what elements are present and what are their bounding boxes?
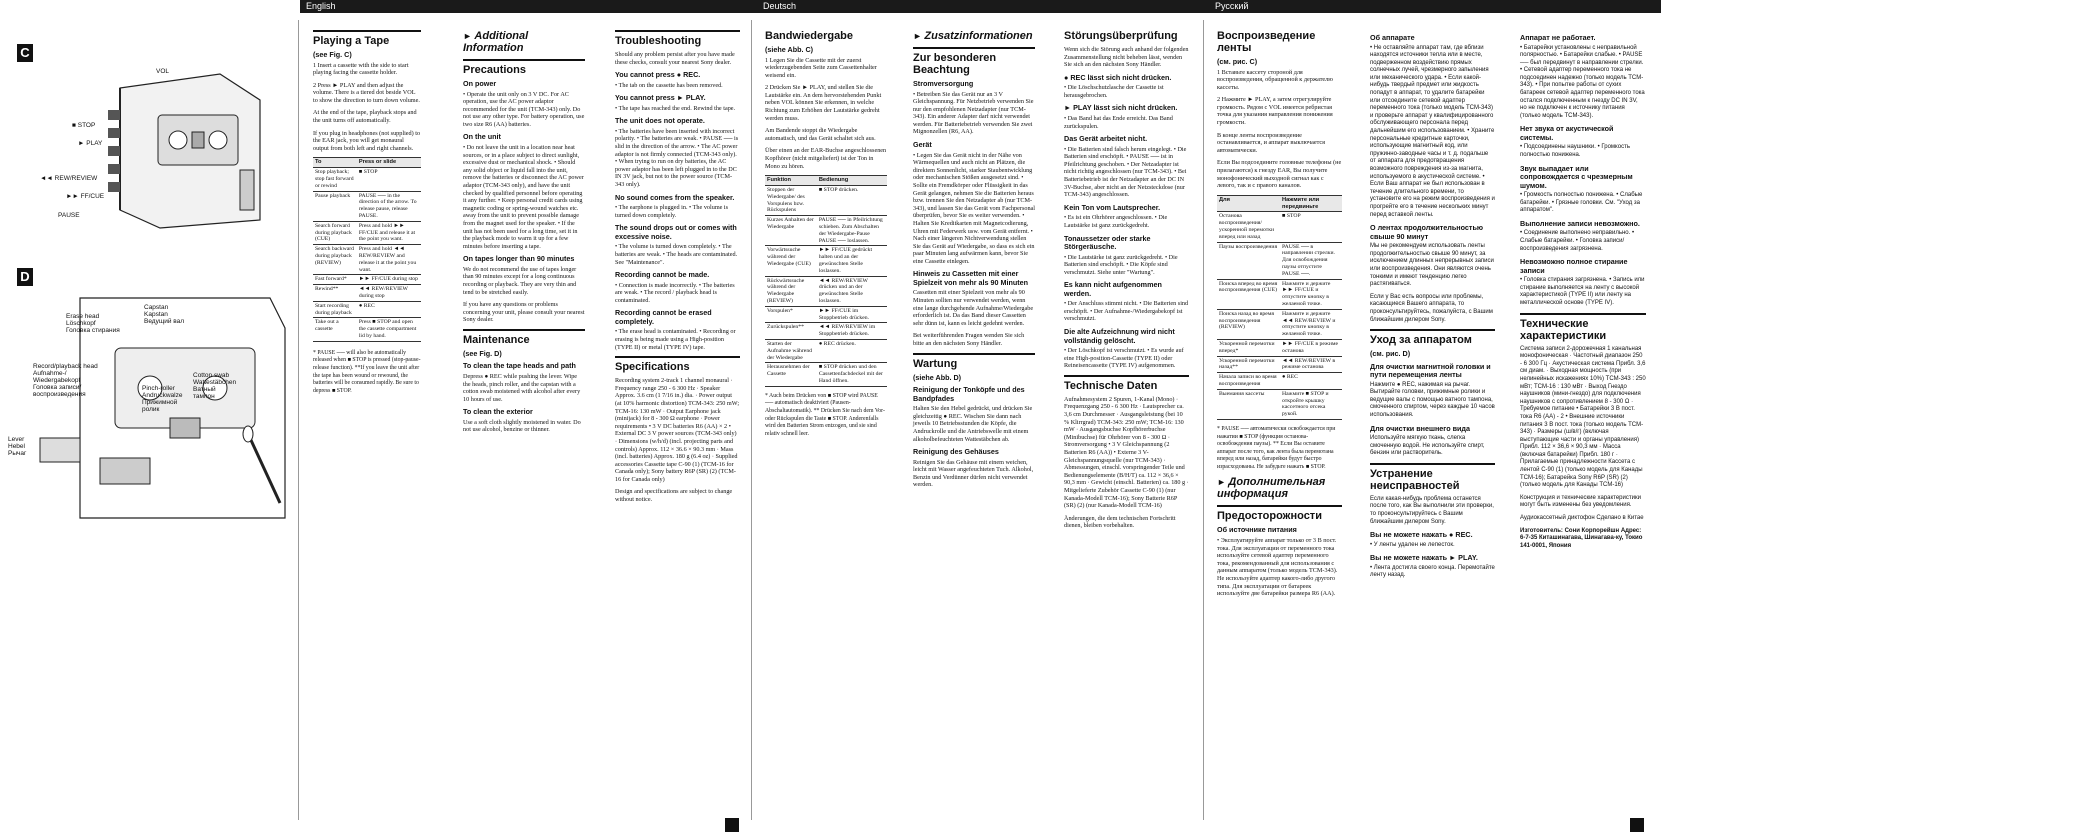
table-row: Search backward during playback (REVIEW) Press and hold ◄◄ REW/REVIEW and release it at the point you want. xyxy=(313,245,421,275)
ru-on-unit-text: • Не оставляйте аппарат там, где вблизи находятся источники тепла или в месте, подверженном воздействию прямых солнечных лучей, чрезмерного запыления или механического удара. • Если какой-нибудь твердый предмет или жидкость попадут в аппарат, то удалите батарейки или отсоедините сетевой адаптер переменного тока (только модель TCM-343) и проверьте аппарат у квалифицированного обслуживающего персонала перед дальнейшим его использованием. • Храните персональные кредитные карточки, использующие магнитный код, или пружинно-заводные часы и т. д. подальше от аппарата для предотвращения возможного повреждения из-за магнита, используемого в акустической системе. • Если Ваш аппарат не был использован в течение длительного времени, то установите его на режим воспроизведения и прогрейте его в течение нескольких минут перед вставкой ленты. xyxy=(1370,44,1495,218)
en-trouble-4-text: • The earphone is plugged in. • The volume is turned down completely. xyxy=(615,204,729,219)
ru-play-step-2: 2 Нажмите ► PLAY, а затем отрегулируйте громкость. Рядом с VOL имеется ребристая точка для указания направления понижения громкости. xyxy=(1217,96,1333,127)
en-maintenance-see: (see Fig. D) xyxy=(463,348,502,358)
tab-russian: Русский xyxy=(1209,0,1649,13)
ru-column-1 xyxy=(1217,30,1342,603)
en-spec-footer: Design and specifications are subject to change without notice. xyxy=(615,488,733,504)
en-play-earphone: If you plug in headphones (not supplied) to the EAR jack, you will get monaural output from both left and right channels. xyxy=(313,129,421,152)
ru-trouble-intro: Если какая-нибудь проблема останется после того, как Вы выполнили эти проверки, то проконсультируйтесь с Вашим ближайшим дилером Sony. xyxy=(1370,495,1494,525)
ru-column-2 xyxy=(1370,30,1495,585)
de-maintenance-title: Wartung xyxy=(913,357,958,370)
en-operation-table: To Press or slide Stop playback; stop fast forward or rewind ■ STOP Pause playback PAUSE ── in the direction of the arrow. To release pause, release PAUSE. Search forward during playback (CUE) Press and hold ►► FF/CUE and release it at the point you want. Search backward during playback (REVIEW) Press and hold ◄◄ REW/REVIEW and release it at the point you want. Fast forward* ►► FF/CUE during stop Rewind** ◄◄ REW/REVIEW during stop Start recording during playback ● REC Take out a cassette Press ■ STOP and open the cassette compartment lid by hand. xyxy=(313,157,421,341)
label-record-head: Record/playback head Aufnahme-/ Wiedergabekopf Головка записи/ воспроизведения xyxy=(33,363,98,398)
en-trouble-title: Troubleshooting xyxy=(615,35,702,47)
table-row: Zurückspulen** ◄◄ REW/REVIEW im Stoppbetrieb drücken. xyxy=(765,323,887,340)
table-row: Starten der Aufnahme während der Wiedergabe ● REC drücken. xyxy=(765,339,887,362)
ru-maker-title: Аудиокассетный диктофон Сделано в Китае xyxy=(1520,515,1644,522)
de-trouble-4-text: • Es ist ein Ohrhörer angeschlossen. • Die Lautstärke ist ganz zurückgedreht. xyxy=(1064,214,1168,229)
table-row: Take out a cassette Press ■ STOP and open the cassette compartment lid by hand. xyxy=(313,318,421,341)
table-row: Останова воспроизведения/ ускоренной перемотки вперед или назад ■ STOP xyxy=(1217,212,1342,242)
en-spec-title: Specifications xyxy=(615,361,690,374)
de-spec-title: Technische Daten xyxy=(1064,379,1158,392)
de-on-unit-text: • Legen Sie das Gerät nicht in der Nähe von Wärmequellen und auch nicht an Plätzen, die direktem Sonnenlicht, starker Staubentwicklung oder mechanischen Stößen ausgesetzt sind. • Sollte ein Fremdkörper oder Flüssigkeit in das Gerät gelangen, nehmen Sie die Batterien heraus bzw. trennen Sie den Netzadapter ab (nur TCM-343), und lassen Sie das Gerät vom Fachpersonal überprüfen, bevor Sie es weiter verwenden. • Halten Sie Kreditkarten mit Magnetcodierung, Uhren mit Federwerk usw. vom Gerät entfernt. • Nach einer längeren Nichtverwendung stellen Sie das Gerät auf Wiedergabe, so dass es sich ein paar Minuten lang aufwärmen kann, bevor Sie eine Cassette einlegen. xyxy=(913,151,1036,265)
ru-spec-text: Система записи 2-дорожечная 1 канальная монофоническая · Частотный диапазон 250 - 6 300 Гц · Акустическая система Прибл. 3,6 см диам. · Выходная мощность (при нелинейных искажениях 10%) TCM-343 : 250 мВт; TCM-16 : 130 мВт · Выход Гнездо наушников (мини-гнездо) для подключения наушников с сопротивлением 8 - 300 Ω · Требуемое питание • Батарейки 3 В пост. тока R6 (AA) - 2 • Внешние источники питания 3 В пост. тока (только модель TCM-343) · Размеры (ш/в/г) (включая выступающие части и органы управления) Прибл. 112 × 36,6 × 90,3 мм · Масса (включая батарейки) Прибл. 180 г · Прилагаемые принадлежности Кассета с лентой C-90 (1) (только модель для Канады TCM-16); Батарейка Sony R6P (SR) (2) (только модель для Канады TCM-16) xyxy=(1520,345,1646,489)
en-play-title: Playing a Tape xyxy=(313,35,390,47)
ru-maker-text: Изготовитель: Сони Корпорейшн Адрес: 6-7-35 Киташинагава, Шинагава-ку, Токио 141-0001, Япония xyxy=(1520,527,1643,549)
en-long-tape-text: We do not recommend the use of tapes longer than 90 minutes except for a long continuous recording or playback. They are very thin and tend to be stretched easily. xyxy=(463,265,577,296)
ru-play-see: (см. рис. C) xyxy=(1217,57,1258,66)
de-trouble-1-text: • Die Löschschutzlasche der Cassette ist herausgebrochen. xyxy=(1064,84,1164,99)
en-play-step-2: 2 Press ► PLAY and then adjust the volume. There is a tiered dot beside VOL to show the direction to turn down volume. xyxy=(313,81,420,104)
de-column-3 xyxy=(1064,30,1189,535)
en-long-tape-text-2: If you have any questions or problems concerning your unit, please consult your nearest Sony dealer. xyxy=(463,301,585,324)
tab-marker xyxy=(745,0,757,13)
ru-trouble-1-text: • У ленты удален не лепесток. xyxy=(1370,541,1455,548)
tab-deutsch: Deutsch xyxy=(757,0,1197,13)
table-row: Rewind** ◄◄ REW/REVIEW during stop xyxy=(313,285,421,302)
en-trouble-6: Recording cannot be made. xyxy=(615,270,710,280)
de-trouble-5-text: • Die Lautstärke ist ganz zurückgedreht. • Die Batterien sind erschöpft. • Die Köpfe sind verschmutzt. Siehe unter "Wartung". xyxy=(1064,253,1178,276)
table-row: Vorwärtssuche während der Wiedergabe (CUE) ►► FF/CUE gedrückt halten und an der gewünschten Stelle loslassen. xyxy=(765,246,887,276)
table-row: Start recording during playback ● REC xyxy=(313,301,421,318)
de-column-2 xyxy=(913,30,1035,494)
de-operation-table: Funktion Bedienung Stoppen der Wiedergabe/ des Vorspulens bzw. Rückspulens ■ STOP drücken. Kurzes Anhalten der Wiedergabe PAUSE ── in Pfeilrichtung schieben. Zum Abschalten der Wiedergabe-Pause PAUSE ── loslassen. Vorwärtssuche während der Wiedergabe (CUE) ►► FF/CUE gedrückt halten und an der gewünschten Stelle loslassen. Rückwärtssuche während der Wiedergabe (REVIEW) ◄◄ REW/REVIEW drücken und an der gewünschten Stelle loslassen. Vorspulen* ►► FF/CUE im Stoppbetrieb drücken. Zurückspulen** ◄◄ REW/REVIEW im Stoppbetrieb drücken. Starten der Aufnahme während der Wiedergabe ● REC drücken. Herausnehmen der Cassette ■ STOP drücken und den Cassettenfachdeckel mit der Hand öffnen. xyxy=(765,175,887,387)
de-additional-title: ► Zusatzinformationen xyxy=(913,30,1035,42)
ru-play-title: Воспроизведение ленты xyxy=(1217,30,1316,54)
table-row: Паузы воспроизведения PAUSE ── в направлении стрелки. Для освобождения паузы отпустите PAUSE ──. xyxy=(1217,242,1342,279)
de-play-step-2: 2 Drücken Sie ► PLAY, und stellen Sie die Lautstärke ein. An dem hervorstehenden Punkt neben VOL können Sie erkennen, in welche Richtung zum Erhöhen der Lautstärke gedreht werden muss. xyxy=(765,84,882,122)
table-row: Ускоренной перемотки назад** ◄◄ REW/REVIEW в режиме останова xyxy=(1217,356,1342,373)
de-trouble-title: Störungsüberprüfung xyxy=(1064,30,1178,42)
ru-trouble-4-text: • Подсоединены наушники. • Громкость полностью понижена. xyxy=(1520,144,1630,159)
en-trouble-6-text: • Connection is made incorrectly. • The batteries are weak. • The record / playback head is contaminated. xyxy=(615,281,735,304)
en-clean-exterior: To clean the exterior xyxy=(463,407,533,417)
cassette-player-illustration xyxy=(100,70,280,230)
en-trouble-1: You cannot press ● REC. xyxy=(615,70,701,80)
de-trouble-2-text: • Das Band hat das Ende erreicht. Das Band zurückspulen. xyxy=(1064,114,1173,130)
ru-long-tape-text-2: Если у Вас есть вопросы или проблемы, касающиеся Вашего аппарата, то проконсультируйтесь, пожалуйста, с Вашим ближайшим дилером Sony. xyxy=(1370,293,1493,323)
en-column-3 xyxy=(615,30,740,509)
column-divider xyxy=(1203,20,1204,820)
ru-trouble-title: Устранение неисправностей xyxy=(1370,467,1460,492)
de-on-power: Stromversorgung xyxy=(913,79,974,88)
tab-marker xyxy=(1197,0,1209,13)
de-clean-exterior: Reinigung des Gehäuses xyxy=(913,447,999,457)
label-cotton-swab: Cotton swab Wattestäbchen Ватный тампон xyxy=(193,372,237,400)
table-row: Поиска вперед во время воспроизведения (CUE) Нажмите и держите ►► FF/CUE и отпустите кнопку в желаемой точке. xyxy=(1217,279,1342,309)
de-clean-heads-text: Halten Sie den Hebel gedrückt, und drücken Sie gleichzeitig ● REC. Wischen Sie dann nach jeweils 10 Betriebsstunden die Köpfe, die Andruckrolle und die Antriebswelle mit einem alkoholbefeuchteten Wattestäbchen ab. xyxy=(913,405,1033,443)
label-pinch-roller: Pinch-roller Andruckwalze Прижимной ролик xyxy=(142,385,183,413)
ru-trouble-6: Выполнение записи невозможно. xyxy=(1520,218,1640,228)
column-divider xyxy=(751,20,752,820)
en-clean-heads-text: Depress ● REC while pushing the lever. Wipe the heads, pinch roller, and the capstan with a cotton swab moistened with alcohol after every 10 hours of use. xyxy=(463,372,581,403)
de-table-notes: * Auch beim Drücken von ■ STOP wird PAUSE ── automatisch deaktiviert (Pausen-Abschaltautomatik). ** Drücken Sie nach dem Vor- oder Rückspulen die Taste ■ STOP. Anderenfalls wird den Batterien Strom entzogen, und sie sind relativ schnell leer. xyxy=(765,392,885,437)
ru-trouble-4: Нет звука от акустической системы. xyxy=(1520,124,1614,142)
table-row: Vorspulen* ►► FF/CUE im Stoppbetrieb drücken. xyxy=(765,306,887,323)
table-row: Kurzes Anhalten der Wiedergabe PAUSE ── in Pfeilrichtung schieben. Zum Abschalten der Wiedergabe-Pause PAUSE ── loslassen. xyxy=(765,216,887,246)
label-ff-cue: ►► FF/CUE xyxy=(66,193,105,200)
ru-precautions-title: Предосторожности xyxy=(1217,510,1322,523)
de-trouble-4: Kein Ton vom Lautsprecher. xyxy=(1064,202,1161,212)
de-play-earphone: Über einen an der EAR-Buchse angeschlossenen Kopfhörer (nicht mitgeliefert) ist der Ton in Mono zu hören. xyxy=(765,147,887,170)
de-on-power-text: • Betreiben Sie das Gerät nur an 3 V Gleichspannung. Für Netzbetrieb verwenden Sie nur den empfohlenen Netzadapter (nur TCM-343). Ein anderer Adapter darf nicht verwendet werden. Für Batteriebetrieb verwenden Sie zwei Mignonzellen (R6, AA). xyxy=(913,90,1034,136)
de-trouble-7-text: • Der Löschkopf ist verschmutzt. • Es wurde auf eine High-position-Cassette (TYPE II) oder Reineisencassette (TYPE IV) aufgenommen. xyxy=(1064,347,1184,370)
en-play-see: (see Fig. C) xyxy=(313,50,352,59)
figure-c-letter: C xyxy=(17,44,33,62)
label-rew-review: ◄◄ REW/REVIEW xyxy=(40,175,98,182)
tab-marker xyxy=(1649,0,1661,13)
ru-on-power-text: • Эксплуатируйте аппарат только от 3 В пост. тока. Для эксплуатации от переменного тока используйте сетевой адаптер переменного тока, рекомендованный для использования с данным аппаратом (только модель TCM-343). Не используйте адаптер какого-либо другого типа. Для эксплуатации от батареек используйте две батарейки размера R6 (AA). xyxy=(1217,536,1338,598)
de-trouble-6-text: • Der Anschluss stimmt nicht. • Die Batterien sind erschöpft. • Der Aufnahme-/Wiedergabekopf ist verschmutzt. xyxy=(1064,300,1189,323)
en-trouble-7-text: • The erase head is contaminated. • Recording or erasing is being made using a High-position (TYPE II) or metal (TYPE IV) tape. xyxy=(615,328,736,351)
de-clean-exterior-text: Reinigen Sie das Gehäuse mit einem weichen, leicht mit Wasser angefeuchteten Tuch. Alkohol, Benzin und Verdünner dürfen nicht verwendet werden. xyxy=(913,458,1034,489)
en-column-2 xyxy=(463,30,585,439)
ru-trouble-1: Вы не можете нажать ● REC. xyxy=(1370,530,1473,540)
en-trouble-2: You cannot press ► PLAY. xyxy=(615,93,706,103)
ru-maintenance-title: Уход за аппаратом xyxy=(1370,334,1472,347)
ru-additional-title: ► Дополнительная информация xyxy=(1217,476,1342,500)
de-column-1 xyxy=(765,30,887,443)
ru-trouble-3: Аппарат не работает. xyxy=(1520,33,1596,42)
en-spec-text: Recording system 2-track 1 channel monaural · Frequency range 250 - 6 300 Hz · Speaker Approx. 3.6 cm (1 7/16 in.) dia. · Power output (at 10% harmonic distortion) TCM-343: 250 mW; TCM-16: 130 mW · Output Earphone jack (minijack) for 8 - 300 Ω earphone · Power requirements • 3 V DC batteries R6 (AA) × 2 • External DC 3 V power sources (TCM-343 only) · Dimensions (w/h/d) (incl. projecting parts and controls) Approx. 112 × 36.6 × 90.3 mm · Mass (incl. batteries) Approx. 180 g (6.4 oz) · Supplied accessories Cassette tape C-90 (1) (TCM-16 for Canada only); Sony battery R6P (SR) (2) (TCM-16 for Canada only) xyxy=(615,377,740,483)
en-additional-title: ► Additional Information xyxy=(463,30,585,54)
de-play-step-1: 1 Legen Sie die Cassette mit der zuerst wiederzugebenden Seite zum Cassettenhalter weisend ein. xyxy=(765,56,877,79)
ru-table-notes: * PAUSE ── автоматически освобождается при нажатии ■ STOP (функция останова-освобождения паузы). ** Если Вы оставите аппарат после того, как лента была перемотана вперед или назад, батарейки будут быстро израсходованы. Не забудьте нажать ■ STOP. xyxy=(1217,425,1336,470)
en-trouble-3: The unit does not operate. xyxy=(615,116,705,126)
de-trouble-3: Das Gerät arbeitet nicht. xyxy=(1064,134,1148,144)
ru-trouble-5-text: • Громкость полностью понижена. • Слабые батарейки. • Грязные головки. См. "Уход за аппаратом". xyxy=(1520,192,1643,214)
en-trouble-5-text: • The volume is turned down completely. • The batteries are weak. • The heads are contaminated. See "Maintenance". xyxy=(615,243,738,266)
en-precautions-title: Precautions xyxy=(463,64,526,76)
en-trouble-1-text: • The tab on the cassette has been removed. xyxy=(615,81,723,89)
table-row: Ускоренной перемотки вперед* ►► FF/CUE в режиме останова xyxy=(1217,339,1342,356)
label-pause: PAUSE xyxy=(58,212,80,219)
table-row: Rückwärtssuche während der Wiedergabe (REVIEW) ◄◄ REW/REVIEW drücken und an der gewünschten Stelle loslassen. xyxy=(765,276,887,306)
en-trouble-3-text: • The batteries have been inserted with incorrect polarity. • The batteries are weak. • PAUSE ── is slid in the direction of the arrow. • The AC power adaptor is not firmly connected (TCM-343 only). • When trying to run on dry batteries, the AC power adaptor has been left plugged in to the DC IN 3V jack, but not to the power source (TCM-343 only). xyxy=(615,127,739,189)
en-table-notes: * PAUSE ── will also be automatically released when ■ STOP is pressed (stop-pause-release function). **If you leave the unit after the tape has been wound or rewound, the batteries will be consumed rapidly. Be sure to depress ■ STOP. xyxy=(313,349,421,394)
table-row: Fast forward* ►► FF/CUE during stop xyxy=(313,275,421,285)
ru-column-3 xyxy=(1520,30,1646,555)
de-precautions-title: Zur besonderen Beachtung xyxy=(913,52,997,76)
de-play-see: (siehe Abb. C) xyxy=(765,45,814,54)
ru-clean-heads-text: Нажмите ● REC, нажимая на рычаг. Вытирайте головки, прижимные ролики и ведущие валы с помощью ватного тампона, смоченного спиртом, через каждые 10 часов использования. xyxy=(1370,381,1495,418)
en-maintenance-title: Maintenance xyxy=(463,333,530,346)
ru-long-tape-text: Мы не рекомендуем использовать ленты продолжительностью свыше 90 минут, за исключением длинных непрерывных записи или воспроизведения. Они являются очень тонкими и имеют тенденцию легко растягиваться. xyxy=(1370,243,1494,288)
column-divider xyxy=(298,20,299,820)
en-on-power-text: • Operate the unit only on 3 V DC. For AC operation, use the AC power adaptor recommended for the unit (TCM-343) only. Do not use any other type. For battery operation, use two size R6 (AA) batteries. xyxy=(463,90,585,128)
ru-play-earphone: Если Вы подсоедините головные телефоны (не прилагаются) к гнезду EAR, Вы получите монофонический выходной сигнал как с левого, так и с правого каналов. xyxy=(1217,159,1342,190)
page-marker xyxy=(1630,818,1644,832)
de-long-tape: Hinweis zu Cassetten mit einer Spielzeit von mehr als 90 Minuten xyxy=(913,269,1029,287)
de-trouble-1: ● REC lässt sich nicht drücken. xyxy=(1064,72,1172,82)
de-trouble-3-text: • Die Batterien sind falsch herum eingelegt. • Die Batterien sind erschöpft. • PAUSE ── ist in Pfeilrichtung geschoben. • Der Netzadapter ist nicht richtig angeschlossen (nur TCM-343). • Bei Batteriebetrieb ist der Netzadapter an der DC IN 3V-Buchse, aber nicht an der Netzsteckdose (nur TCM-343) angeschlossen. xyxy=(1064,145,1187,199)
label-capstan: Capstan Kapstan Ведущий вал xyxy=(144,304,185,325)
en-trouble-7: Recording cannot be erased completely. xyxy=(615,308,712,326)
table-row: Stoppen der Wiedergabe/ des Vorspulens bzw. Rückspulens ■ STOP drücken. xyxy=(765,186,887,216)
de-spec-text: Aufnahmesystem 2 Spuren, 1-Kanal (Mono) · Frequenzgang 250 - 6 300 Hz · Lautsprecher ca. 3,6 cm Durchmesser · Ausgangsleistung (bei 10 % Klirrgrad) TCM-343: 250 mW; TCM-16: 130 mW · Ausgangsbuchse Kopfhörerbuchse (Minibuchse) für Ohrhörer von 8 - 300 Ω · Stromversorgung • 3 V Gleichspannung (2 Batterien R6 (AA)) • Externe 3 V-Gleichspannungsquelle (nur TCM-343) · Abmessungen, einschl. vorspringender Teile und Bedienungselemente (B/H/T) ca. 112 × 36,6 × 90,3 mm · Gewicht (einschl. Batterien) ca. 180 g · Mitgelieferte Zubehör Cassette C-90 (1) (nur Kanada-Modell TCM-16); Sony Batterie R6P (SR) (2) (nur Kanada-Modell TCM-16) xyxy=(1064,395,1189,510)
en-long-tape: On tapes longer than 90 minutes xyxy=(463,254,575,264)
maintenance-illustration xyxy=(20,288,295,538)
table-row: Выемания кассеты Нажмите ■ STOP и откройте крышку кассетного отсека рукой. xyxy=(1217,389,1342,419)
table-row: Поиска назад во время воспроизведения (REVIEW) Нажмите и держите ◄◄ REW/REVIEW и отпустите кнопку в желаемой точке. xyxy=(1217,309,1342,339)
ru-trouble-2: Вы не можете нажать ► PLAY. xyxy=(1370,553,1478,563)
label-vol: VOL xyxy=(156,68,170,75)
ru-on-unit: Об аппарате xyxy=(1370,33,1415,42)
ru-play-step-1: 1 Вставьте кассету стороной для воспроизведения, обращенной к держателю кассеты. xyxy=(1217,68,1333,91)
ru-trouble-7: Невозможно полное стирание записи xyxy=(1520,257,1628,275)
ru-clean-heads: Для очистки магнитной головки и пути перемещения ленты xyxy=(1370,361,1491,380)
de-trouble-5: Tonaussetzer oder starke Störgeräusche. xyxy=(1064,233,1151,251)
en-on-unit-text: • Do not leave the unit in a location near heat sources, or in a place subject to direct sunlight, excessive dust or mechanical shock. • Should any solid object or liquid fall into the unit, remove the batteries or disconnect the AC power adaptor (TCM-343 only), and have the unit checked by qualified personnel before operating it any further. • Keep personal credit cards using magnetic coding or spring-wound watches etc. away from the unit to prevent possible damage from the magnet used for the speaker. • If the unit has not been used for a long time, set it in the playback mode to warm it up for a few minutes before inserting a tape. xyxy=(463,143,584,250)
en-trouble-5: The sound drops out or comes with excessive noise. xyxy=(615,223,737,241)
de-on-unit: Gerät xyxy=(913,140,932,150)
label-play: ► PLAY xyxy=(78,140,103,147)
de-long-tape-text-2: Bei weiterführenden Fragen wenden Sie sich bitte an den nächsten Sony Händler. xyxy=(913,332,1025,348)
en-trouble-2-text: • The tape has reached the end. Rewind the tape. xyxy=(615,104,736,112)
ru-trouble-6-text: • Соединение выполнено неправильно. • Слабые батарейки. • Головка записи/воспроизведения загрязнена. xyxy=(1520,230,1635,252)
ru-maintenance-see: (см. рис. D) xyxy=(1370,349,1411,359)
ru-trouble-7-text: • Головка стирания загрязнена. • Запись или стирание выполняется на ленту с высокой характеристикой (TYPE II) или ленту на металлической основе (TYPE IV). xyxy=(1520,277,1645,306)
ru-spec-title: Технические характеристики xyxy=(1520,317,1607,342)
table-row: Начала записи во время воспроизведения ● REC xyxy=(1217,373,1342,390)
de-clean-heads: Reinigung der Tonköpfe und des Bandpfades xyxy=(913,385,1025,403)
en-trouble-4: No sound comes from the speaker. xyxy=(615,192,735,202)
ru-spec-footer: Конструкция и технические характеристики могут быть изменены без уведомления. xyxy=(1520,494,1641,509)
tab-english: English xyxy=(300,0,745,13)
ru-trouble-3-text: • Батарейки установлены с неправильной полярностью. • Батарейки слабые. • PAUSE ── был передвинут в направлении стрелки. • Сетевой адаптер переменного тока не подсоединен надежно (только модель TCM-343). • При попытке работы от сухих батареек сетевой адаптер переменного тока остался подключенным к гнезду DC IN 3V, но не подключен к источнику питания (только модель TCM-343). xyxy=(1520,44,1645,119)
table-row: Pause playback PAUSE ── in the direction of the arrow. To release pause, release PAUSE. xyxy=(313,191,421,221)
de-maintenance-see: (siehe Abb. D) xyxy=(913,372,962,382)
table-row: Search forward during playback (CUE) Press and hold ►► FF/CUE and release it at the point you want. xyxy=(313,221,421,244)
en-clean-heads: To clean the tape heads and path xyxy=(463,361,576,371)
ru-clean-exterior-text: Используйте мягкую ткань, слегка смоченную водой. Не используйте спирт, бензин или растворитель. xyxy=(1370,435,1485,457)
de-long-tape-text: Cassetten mit einer Spielzeit von mehr als 90 Minuten sollten nur verwendet werden, wenn eine lange durchgehende Aufnahme/Wiedergabe erforderlich ist. Da das Band dieser Cassetten sehr dünn ist, kann es leicht gedehnt werden. xyxy=(913,289,1034,327)
en-trouble-intro: Should any problem persist after you have made these checks, consult your nearest Sony dealer. xyxy=(615,51,735,66)
de-spec-footer: Änderungen, die dem technischen Fortschritt dienen, bleiben vorbehalten. xyxy=(1064,514,1176,530)
en-play-step-1: 1 Insert a cassette with the side to start playing facing the cassette holder. xyxy=(313,61,409,77)
de-trouble-intro: Wenn sich die Störung auch anhand der folgenden Zusammenstellung nicht beheben lässt, wenden Sie sich an den nächsten Sony Händler. xyxy=(1064,46,1189,69)
en-clean-exterior-text: Use a soft cloth slightly moistened in water. Do not use alcohol, benzine or thinner. xyxy=(463,418,581,434)
ru-clean-exterior: Для очистки внешнего вида xyxy=(1370,423,1470,433)
de-trouble-6: Es kann nicht aufgenommen werden. xyxy=(1064,280,1162,298)
table-row: Stop playback; stop fast forward or rewind ■ STOP xyxy=(313,168,421,191)
ru-on-power: Об источнике питания xyxy=(1217,525,1297,535)
en-on-unit: On the unit xyxy=(463,132,501,142)
en-column-1 xyxy=(313,30,421,400)
page-marker xyxy=(725,818,739,832)
table-row: Herausnehmen der Cassette ■ STOP drücken und den Cassettenfachdeckel mit der Hand öffnen. xyxy=(765,363,887,386)
ru-play-end: В конце ленты воспроизведение останавливается, и аппарат выключается автоматически. xyxy=(1217,131,1325,154)
ru-trouble-5: Звук выпадает или сопровождается с чрезмерным шумом. xyxy=(1520,163,1633,190)
de-play-title: Bandwiedergabe xyxy=(765,30,854,42)
en-play-end: At the end of the tape, playback stops and the unit turns off automatically. xyxy=(313,109,417,125)
de-trouble-7: Die alte Aufzeichnung wird nicht vollständig gelöscht. xyxy=(1064,327,1175,345)
label-lever: Lever Hebel Рычаг xyxy=(8,436,27,457)
ru-operation-table: Для Нажмите или передвиньте Останова воспроизведения/ ускоренной перемотки вперед или назад ■ STOP Паузы воспроизведения PAUSE ── в направлении стрелки. Для освобождения паузы отпустите PAUSE ──. Поиска вперед во время воспроизведения (CUE) Нажмите и держите ►► FF/CUE и отпустите кнопку в желаемой точке. Поиска назад во время воспроизведения (REVIEW) Нажмите и держите ◄◄ REW/REVIEW и отпустите кнопку в желаемой точке. Ускоренной перемотки вперед* ►► FF/CUE в режиме останова Ускоренной перемотки назад** ◄◄ REW/REVIEW в режиме останова Начала записи во время воспроизведения ● REC Выемания кассеты Нажмите ■ STOP и откройте крышку кассетного отсека рукой. xyxy=(1217,195,1342,420)
label-stop: ■ STOP xyxy=(72,122,96,129)
ru-long-tape: О лентах продолжительностью свыше 90 минут xyxy=(1370,223,1484,241)
ru-trouble-2-text: • Лента достигла своего конца. Перемотайте ленту назад. xyxy=(1370,564,1495,579)
de-trouble-2: ► PLAY lässt sich nicht drücken. xyxy=(1064,103,1178,113)
label-erase-head: Erase head Löschkopf Головка стирания xyxy=(66,313,120,334)
figure-d-letter: D xyxy=(17,268,33,286)
en-on-power: On power xyxy=(463,79,497,88)
de-play-end: Am Bandende stoppt die Wiedergabe automatisch, und das Gerät schaltet sich aus. xyxy=(765,127,876,142)
